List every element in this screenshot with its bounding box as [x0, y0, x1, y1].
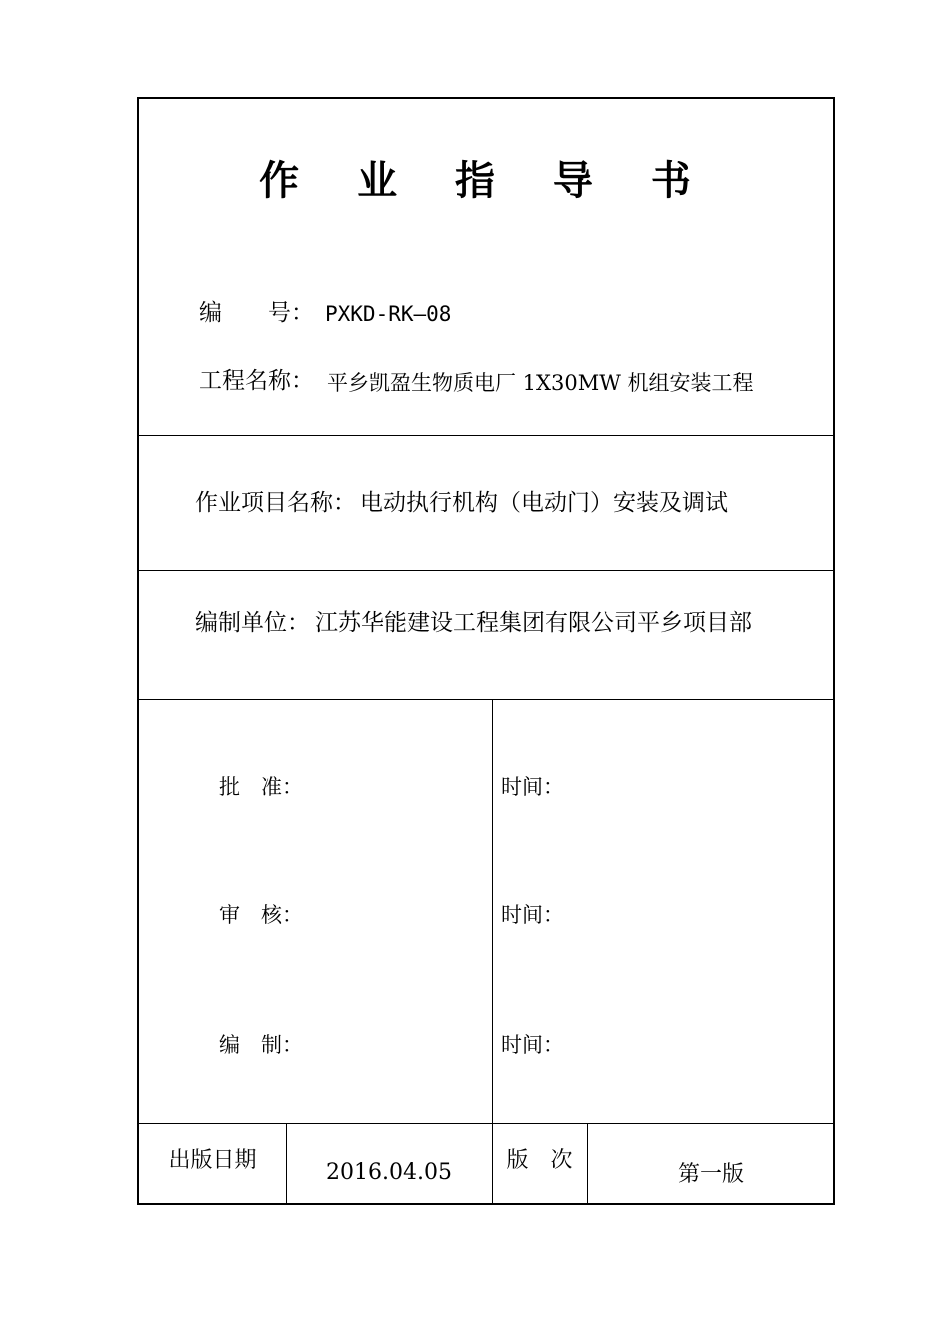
work-item-value: 电动执行机构（电动门）安装及调试: [360, 490, 728, 516]
divider-1: [139, 435, 833, 436]
approve-time-label: 时间：: [501, 775, 564, 799]
divider-2: [139, 570, 833, 571]
date-label: 出版日期: [168, 1147, 257, 1173]
unit-value: 江苏华能建设工程集团有限公司平乡项目部: [315, 610, 752, 636]
number-value: PXKD-RK—08: [325, 302, 452, 326]
cover-table: [137, 97, 835, 1205]
signature-divider: [492, 699, 493, 1123]
project-label: 工程名称：: [199, 368, 314, 394]
compile-time-label: 时间：: [501, 1033, 564, 1057]
review-label: 审 核：: [219, 903, 303, 927]
edition-value: 第一版: [677, 1161, 744, 1187]
unit-label: 编制单位：: [195, 610, 310, 636]
project-value: 平乡凯盈生物质电厂 1X30MW 机组安装工程: [327, 371, 754, 395]
edition-label: 版 次: [506, 1147, 573, 1173]
date-value: 2016.04.05: [326, 1159, 452, 1185]
number-label: 编 号：: [199, 300, 314, 326]
compile-label: 编 制：: [219, 1033, 303, 1057]
review-time-label: 时间：: [501, 903, 564, 927]
work-item-label: 作业项目名称：: [195, 490, 356, 516]
approve-label: 批 准：: [219, 775, 303, 799]
divider-3: [139, 699, 833, 700]
document-title: 作 业 指 导 书: [259, 158, 713, 204]
